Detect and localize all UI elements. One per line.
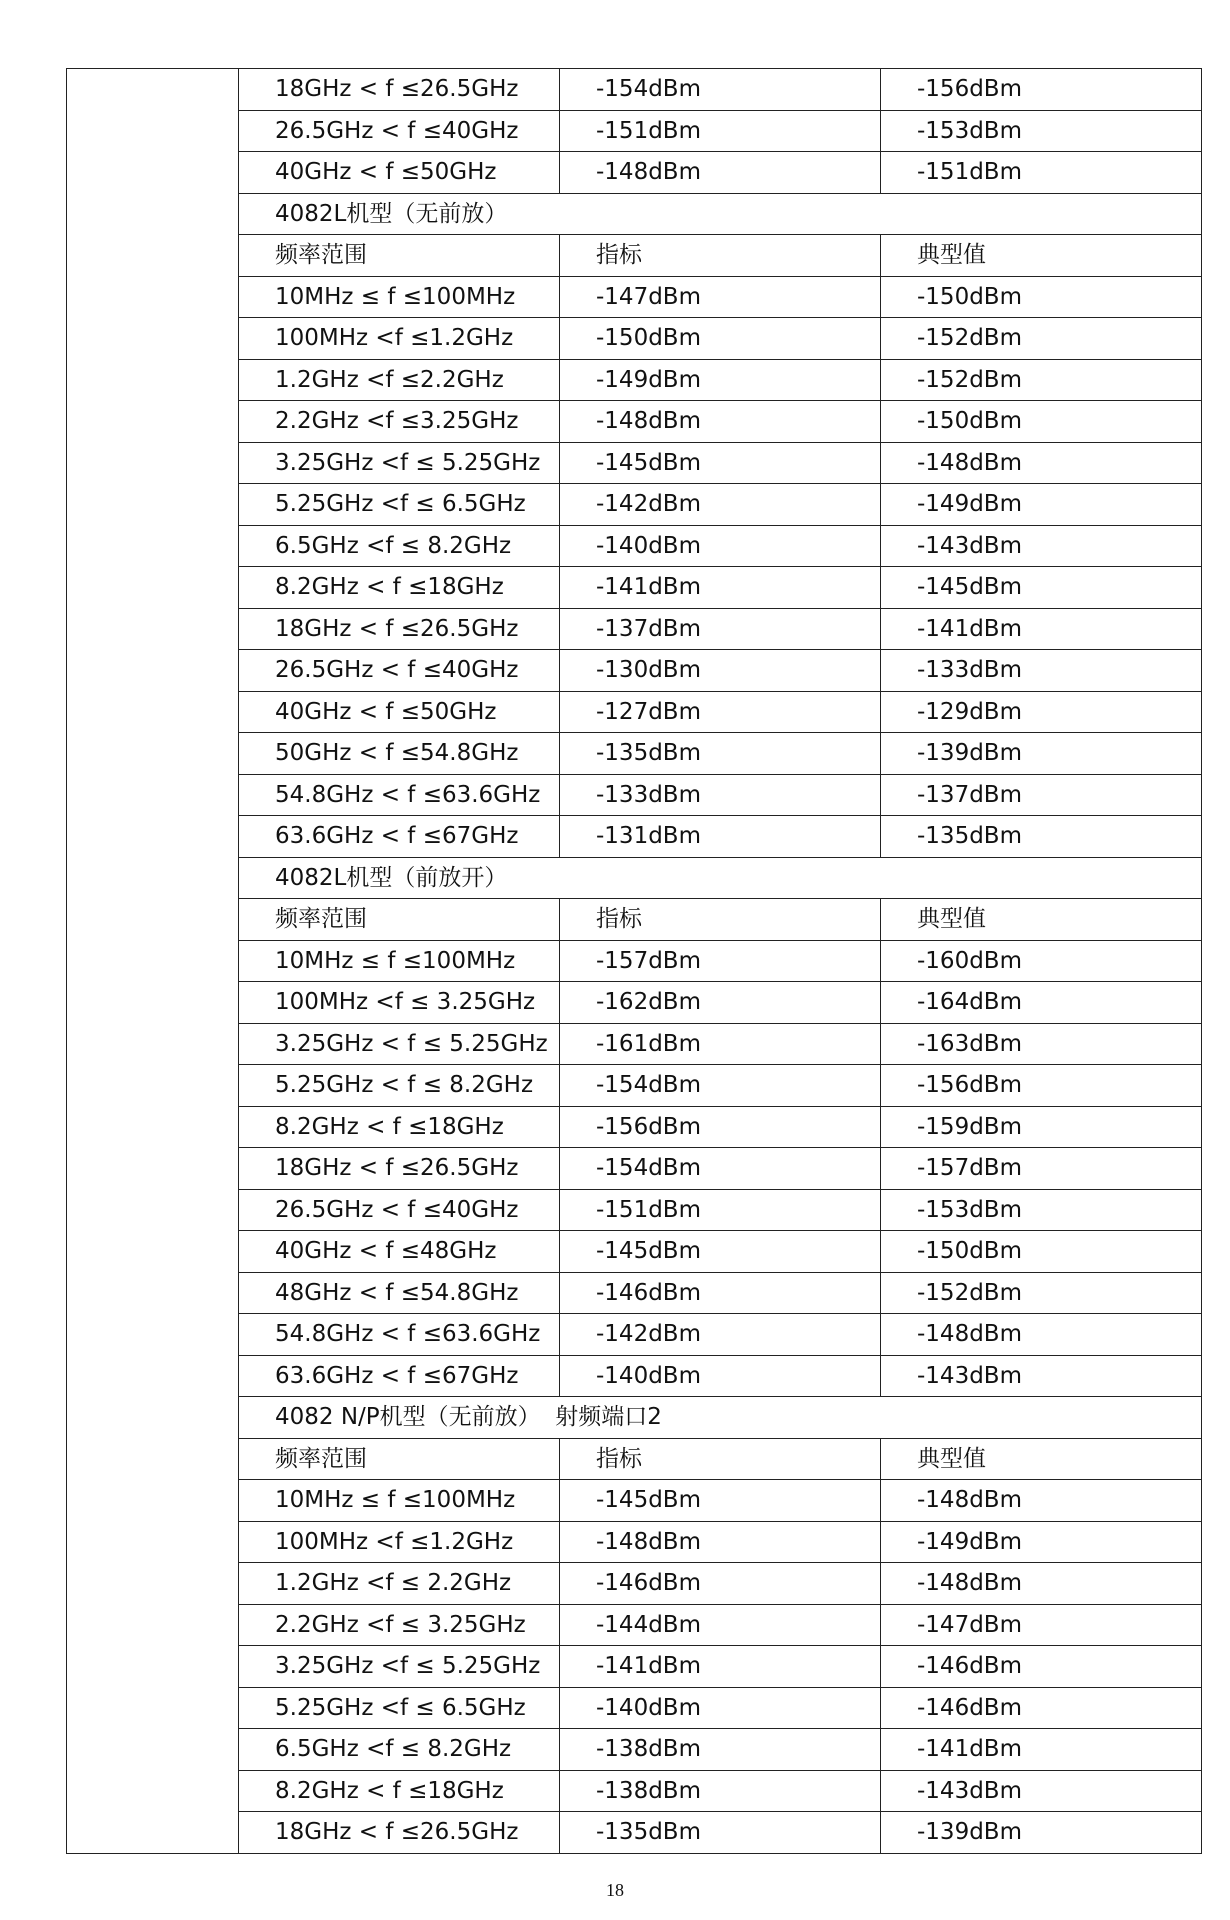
frequency-range-cell: 3.25GHz <f ≤ 5.25GHz bbox=[239, 1646, 560, 1688]
typical-value-cell: -150dBm bbox=[881, 1231, 1202, 1273]
page-number: 18 bbox=[606, 1880, 624, 1900]
spec-value-cell: -140dBm bbox=[560, 1687, 881, 1729]
frequency-range-cell: 100MHz <f ≤ 3.25GHz bbox=[239, 982, 560, 1024]
header-frequency-range: 频率范围 bbox=[239, 1438, 560, 1480]
typical-value-cell: -146dBm bbox=[881, 1687, 1202, 1729]
frequency-range-cell: 1.2GHz <f ≤ 2.2GHz bbox=[239, 1563, 560, 1605]
typical-value-cell: -143dBm bbox=[881, 1770, 1202, 1812]
spec-value-cell: -141dBm bbox=[560, 1646, 881, 1688]
spec-value-cell: -142dBm bbox=[560, 1314, 881, 1356]
typical-value-cell: -150dBm bbox=[881, 401, 1202, 443]
frequency-range-cell: 5.25GHz < f ≤ 8.2GHz bbox=[239, 1065, 560, 1107]
spec-value-cell: -154dBm bbox=[560, 1148, 881, 1190]
spec-value-cell: -137dBm bbox=[560, 608, 881, 650]
frequency-range-cell: 10MHz ≤ f ≤100MHz bbox=[239, 1480, 560, 1522]
frequency-range-cell: 40GHz < f ≤50GHz bbox=[239, 152, 560, 194]
frequency-range-cell: 50GHz < f ≤54.8GHz bbox=[239, 733, 560, 775]
typical-value-cell: -129dBm bbox=[881, 691, 1202, 733]
spec-value-cell: -127dBm bbox=[560, 691, 881, 733]
header-spec: 指标 bbox=[560, 899, 881, 941]
spec-value-cell: -151dBm bbox=[560, 1189, 881, 1231]
spec-value-cell: -135dBm bbox=[560, 733, 881, 775]
frequency-range-cell: 10MHz ≤ f ≤100MHz bbox=[239, 276, 560, 318]
frequency-range-cell: 18GHz < f ≤26.5GHz bbox=[239, 1812, 560, 1854]
typical-value-cell: -157dBm bbox=[881, 1148, 1202, 1190]
typical-value-cell: -133dBm bbox=[881, 650, 1202, 692]
typical-value-cell: -146dBm bbox=[881, 1646, 1202, 1688]
typical-value-cell: -149dBm bbox=[881, 484, 1202, 526]
typical-value-cell: -153dBm bbox=[881, 110, 1202, 152]
typical-value-cell: -152dBm bbox=[881, 318, 1202, 360]
typical-value-cell: -148dBm bbox=[881, 1480, 1202, 1522]
spec-value-cell: -157dBm bbox=[560, 940, 881, 982]
frequency-range-cell: 54.8GHz < f ≤63.6GHz bbox=[239, 1314, 560, 1356]
frequency-range-cell: 26.5GHz < f ≤40GHz bbox=[239, 1189, 560, 1231]
typical-value-cell: -143dBm bbox=[881, 1355, 1202, 1397]
spec-value-cell: -149dBm bbox=[560, 359, 881, 401]
spec-value-cell: -146dBm bbox=[560, 1272, 881, 1314]
frequency-range-cell: 26.5GHz < f ≤40GHz bbox=[239, 650, 560, 692]
typical-value-cell: -147dBm bbox=[881, 1604, 1202, 1646]
typical-value-cell: -150dBm bbox=[881, 276, 1202, 318]
frequency-range-cell: 100MHz <f ≤1.2GHz bbox=[239, 318, 560, 360]
spec-value-cell: -133dBm bbox=[560, 774, 881, 816]
header-frequency-range: 频率范围 bbox=[239, 235, 560, 277]
spec-value-cell: -154dBm bbox=[560, 69, 881, 111]
typical-value-cell: -137dBm bbox=[881, 774, 1202, 816]
spec-value-cell: -151dBm bbox=[560, 110, 881, 152]
spec-value-cell: -145dBm bbox=[560, 1231, 881, 1273]
spec-value-cell: -142dBm bbox=[560, 484, 881, 526]
frequency-range-cell: 8.2GHz < f ≤18GHz bbox=[239, 567, 560, 609]
header-spec: 指标 bbox=[560, 235, 881, 277]
typical-value-cell: -152dBm bbox=[881, 359, 1202, 401]
table-row bbox=[67, 69, 1202, 111]
typical-value-cell: -151dBm bbox=[881, 152, 1202, 194]
typical-value-cell: -159dBm bbox=[881, 1106, 1202, 1148]
frequency-range-cell: 18GHz < f ≤26.5GHz bbox=[239, 69, 560, 111]
header-typical: 典型值 bbox=[881, 1438, 1202, 1480]
spec-value-cell: -130dBm bbox=[560, 650, 881, 692]
frequency-range-cell: 2.2GHz <f ≤3.25GHz bbox=[239, 401, 560, 443]
typical-value-cell: -148dBm bbox=[881, 442, 1202, 484]
frequency-range-cell: 63.6GHz < f ≤67GHz bbox=[239, 1355, 560, 1397]
spec-value-cell: -144dBm bbox=[560, 1604, 881, 1646]
spec-value-cell: -148dBm bbox=[560, 152, 881, 194]
frequency-range-cell: 40GHz < f ≤50GHz bbox=[239, 691, 560, 733]
typical-value-cell: -141dBm bbox=[881, 1729, 1202, 1771]
frequency-range-cell: 3.25GHz < f ≤ 5.25GHz bbox=[239, 1023, 560, 1065]
typical-value-cell: -156dBm bbox=[881, 1065, 1202, 1107]
typical-value-cell: -153dBm bbox=[881, 1189, 1202, 1231]
frequency-range-cell: 54.8GHz < f ≤63.6GHz bbox=[239, 774, 560, 816]
typical-value-cell: -156dBm bbox=[881, 69, 1202, 111]
frequency-range-cell: 6.5GHz <f ≤ 8.2GHz bbox=[239, 525, 560, 567]
spec-value-cell: -140dBm bbox=[560, 1355, 881, 1397]
frequency-range-cell: 8.2GHz < f ≤18GHz bbox=[239, 1106, 560, 1148]
section-title: 4082L机型（无前放） bbox=[239, 193, 1202, 235]
frequency-range-cell: 5.25GHz <f ≤ 6.5GHz bbox=[239, 1687, 560, 1729]
spec-value-cell: -148dBm bbox=[560, 1521, 881, 1563]
spec-value-cell: -154dBm bbox=[560, 1065, 881, 1107]
spec-value-cell: -135dBm bbox=[560, 1812, 881, 1854]
frequency-range-cell: 2.2GHz <f ≤ 3.25GHz bbox=[239, 1604, 560, 1646]
spec-value-cell: -162dBm bbox=[560, 982, 881, 1024]
spec-value-cell: -131dBm bbox=[560, 816, 881, 858]
typical-value-cell: -139dBm bbox=[881, 1812, 1202, 1854]
spec-value-cell: -150dBm bbox=[560, 318, 881, 360]
typical-value-cell: -149dBm bbox=[881, 1521, 1202, 1563]
frequency-range-cell: 18GHz < f ≤26.5GHz bbox=[239, 608, 560, 650]
frequency-range-cell: 5.25GHz <f ≤ 6.5GHz bbox=[239, 484, 560, 526]
typical-value-cell: -141dBm bbox=[881, 608, 1202, 650]
spec-table bbox=[66, 68, 1202, 1854]
typical-value-cell: -163dBm bbox=[881, 1023, 1202, 1065]
typical-value-cell: -148dBm bbox=[881, 1314, 1202, 1356]
frequency-range-cell: 40GHz < f ≤48GHz bbox=[239, 1231, 560, 1273]
typical-value-cell: -145dBm bbox=[881, 567, 1202, 609]
typical-value-cell: -135dBm bbox=[881, 816, 1202, 858]
frequency-range-cell: 10MHz ≤ f ≤100MHz bbox=[239, 940, 560, 982]
spec-value-cell: -138dBm bbox=[560, 1729, 881, 1771]
frequency-range-cell: 6.5GHz <f ≤ 8.2GHz bbox=[239, 1729, 560, 1771]
spec-value-cell: -145dBm bbox=[560, 442, 881, 484]
typical-value-cell: -160dBm bbox=[881, 940, 1202, 982]
spec-value-cell: -147dBm bbox=[560, 276, 881, 318]
typical-value-cell: -152dBm bbox=[881, 1272, 1202, 1314]
header-spec: 指标 bbox=[560, 1438, 881, 1480]
header-frequency-range: 频率范围 bbox=[239, 899, 560, 941]
spec-value-cell: -156dBm bbox=[560, 1106, 881, 1148]
frequency-range-cell: 100MHz <f ≤1.2GHz bbox=[239, 1521, 560, 1563]
spec-table-body bbox=[67, 69, 1202, 1854]
spec-value-cell: -148dBm bbox=[560, 401, 881, 443]
frequency-range-cell: 48GHz < f ≤54.8GHz bbox=[239, 1272, 560, 1314]
typical-value-cell: -164dBm bbox=[881, 982, 1202, 1024]
spec-left-label-cell bbox=[67, 69, 239, 1854]
spec-value-cell: -141dBm bbox=[560, 567, 881, 609]
section-title: 4082L机型（前放开） bbox=[239, 857, 1202, 899]
typical-value-cell: -139dBm bbox=[881, 733, 1202, 775]
frequency-range-cell: 8.2GHz < f ≤18GHz bbox=[239, 1770, 560, 1812]
typical-value-cell: -143dBm bbox=[881, 525, 1202, 567]
frequency-range-cell: 18GHz < f ≤26.5GHz bbox=[239, 1148, 560, 1190]
section-title: 4082 N/P机型（无前放） 射频端口2 bbox=[239, 1397, 1202, 1439]
frequency-range-cell: 63.6GHz < f ≤67GHz bbox=[239, 816, 560, 858]
spec-value-cell: -145dBm bbox=[560, 1480, 881, 1522]
spec-value-cell: -140dBm bbox=[560, 525, 881, 567]
frequency-range-cell: 26.5GHz < f ≤40GHz bbox=[239, 110, 560, 152]
header-typical: 典型值 bbox=[881, 235, 1202, 277]
frequency-range-cell: 3.25GHz <f ≤ 5.25GHz bbox=[239, 442, 560, 484]
spec-value-cell: -138dBm bbox=[560, 1770, 881, 1812]
typical-value-cell: -148dBm bbox=[881, 1563, 1202, 1605]
frequency-range-cell: 1.2GHz <f ≤2.2GHz bbox=[239, 359, 560, 401]
header-typical: 典型值 bbox=[881, 899, 1202, 941]
spec-value-cell: -146dBm bbox=[560, 1563, 881, 1605]
spec-value-cell: -161dBm bbox=[560, 1023, 881, 1065]
